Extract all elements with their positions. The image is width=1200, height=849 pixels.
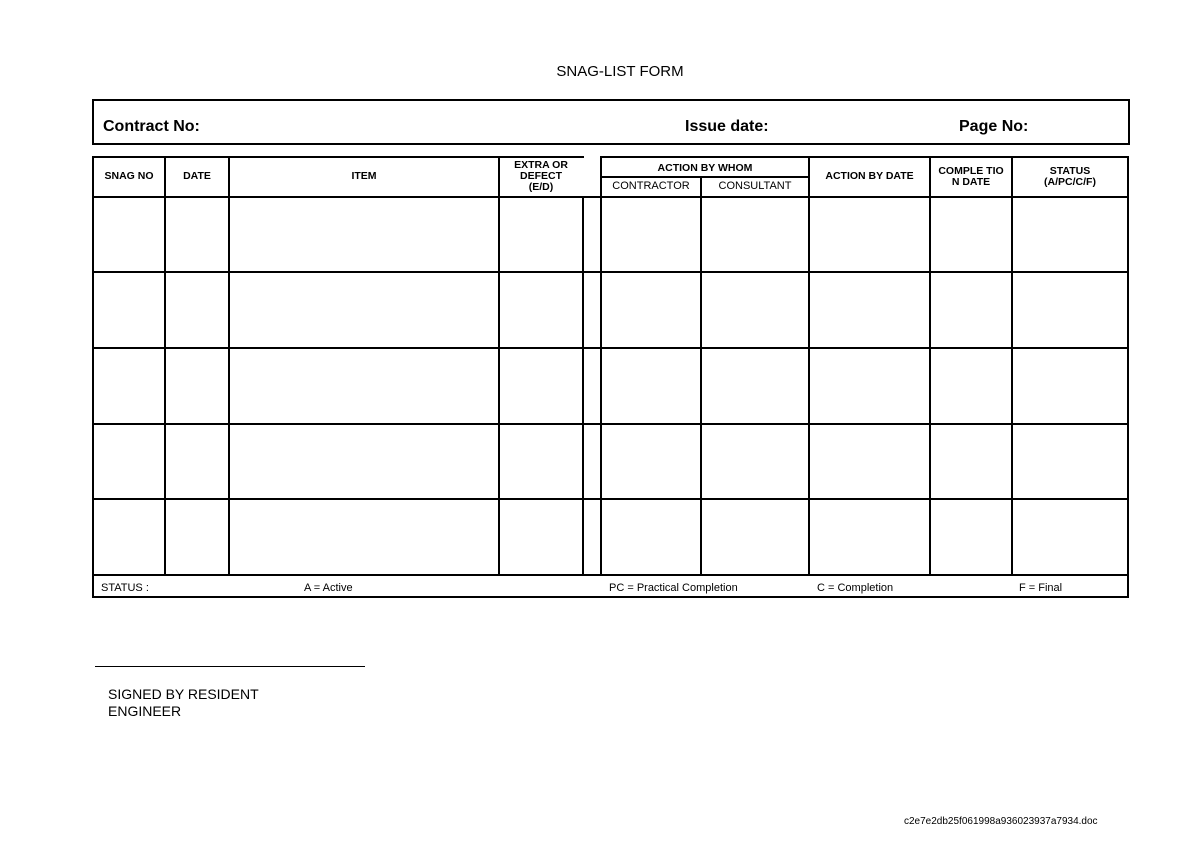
snag-table (92, 156, 1129, 598)
col-header-contractor: CONTRACTOR (612, 180, 690, 192)
row-divider (92, 271, 1129, 273)
contract-no-label: Contract No: (103, 118, 200, 135)
action-by-whom-divider (600, 176, 810, 178)
col-header-snag-no: SNAG NO (104, 170, 154, 182)
col-divider (582, 196, 584, 574)
col-header-date: DATE (183, 170, 211, 182)
issue-date-label: Issue date: (685, 118, 769, 135)
page-no-label: Page No: (959, 118, 1029, 135)
row-divider (92, 423, 1129, 425)
col-header-status (1013, 166, 1127, 188)
col-header-completion-line1: COMPLE TIO (938, 165, 1004, 177)
status-legend-label: STATUS : (101, 582, 149, 594)
col-divider (164, 156, 166, 574)
signature-line1: SIGNED BY RESIDENT (108, 686, 259, 702)
col-header-completion-date (931, 166, 1011, 188)
table-border-bottom (92, 596, 1129, 598)
status-legend-completion: C = Completion (817, 582, 894, 594)
col-header-status-line2: (A/PC/C/F) (1044, 176, 1096, 188)
status-legend-final: F = Final (1019, 582, 1063, 594)
gap-edge (582, 156, 584, 158)
signature-line (95, 666, 365, 667)
table-border-right (1127, 156, 1129, 598)
table-border-top (92, 156, 1129, 158)
row-divider (92, 498, 1129, 500)
row-divider (92, 347, 1129, 349)
col-divider (228, 156, 230, 574)
form-title: SNAG-LIST FORM (556, 63, 684, 80)
col-header-status-line1: STATUS (1049, 165, 1091, 177)
col-divider (1011, 156, 1013, 574)
status-legend-active: A = Active (304, 582, 353, 594)
col-header-action-by-date: ACTION BY DATE (825, 170, 914, 182)
document-filename: c2e7e2db25f061998a936023937a7934.doc (904, 816, 1098, 827)
col-divider (929, 156, 931, 574)
footer-row-divider (92, 574, 1129, 576)
col-header-extra-line1: EXTRA OR (514, 159, 568, 171)
col-header-completion-line2: N DATE (951, 176, 991, 188)
header-row-divider (92, 196, 1129, 198)
header-box (92, 99, 1130, 145)
status-legend-practical: PC = Practical Completion (609, 582, 738, 594)
header-gap (582, 156, 600, 196)
col-header-action-by-whom: ACTION BY WHOM (657, 162, 753, 174)
col-header-extra-line2: DEFECT (520, 170, 562, 182)
col-divider (808, 156, 810, 574)
col-divider (700, 176, 702, 574)
signature-line2: ENGINEER (108, 703, 182, 719)
col-header-extra-or-defect (500, 160, 582, 193)
col-header-item: ITEM (351, 170, 377, 182)
signature-caption (108, 686, 259, 720)
col-header-consultant: CONSULTANT (718, 180, 792, 192)
table-border-left (92, 156, 94, 598)
col-header-extra-line3: (E/D) (528, 181, 554, 193)
col-divider (600, 156, 602, 574)
col-divider (498, 156, 500, 574)
